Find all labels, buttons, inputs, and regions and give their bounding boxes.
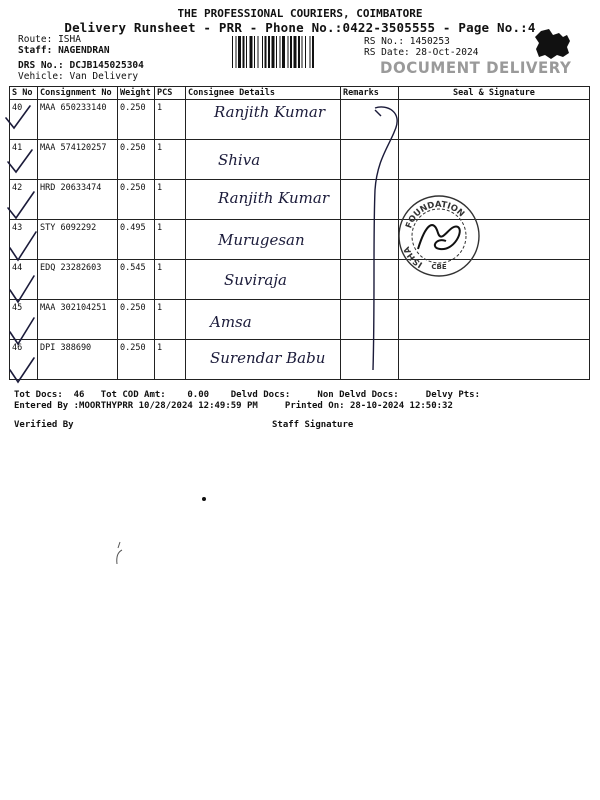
seal-left-path: ISHA — [402, 244, 425, 270]
col-remarks: Remarks — [341, 87, 399, 100]
rs-date-line — [364, 47, 478, 58]
barcode-bar — [258, 36, 259, 68]
cell-weight: 0.545 — [118, 260, 155, 300]
cell-pcs: 1 — [155, 260, 186, 300]
consignee-handwriting: Ranjith Kumar — [214, 103, 326, 121]
cell-weight: 0.250 — [118, 180, 155, 220]
cell-sno: 46 — [10, 340, 38, 380]
staff-label: Staff: — [18, 45, 53, 56]
cell-sno: 40 — [10, 100, 38, 140]
table-row — [10, 340, 590, 380]
barcode-bar — [246, 36, 247, 68]
barcode-bar — [238, 36, 241, 68]
cell-remarks — [341, 100, 399, 140]
rs-date-label: RS Date: — [364, 47, 410, 58]
cell-consignee — [186, 180, 341, 220]
cell-remarks — [341, 300, 399, 340]
cell-consignment: STY 6092292 — [38, 220, 118, 260]
cell-remarks — [341, 340, 399, 380]
barcode-bar — [243, 36, 245, 68]
staff-value: NAGENDRAN — [58, 45, 110, 56]
barcode-bar — [254, 36, 255, 68]
cell-weight: 0.250 — [118, 140, 155, 180]
route-value: ISHA — [58, 34, 81, 45]
col-consignment: Consignment No — [38, 87, 118, 100]
barcode-bar — [298, 36, 300, 68]
cell-seal — [399, 180, 590, 220]
col-sno: S No — [10, 87, 38, 100]
col-pcs: PCS — [155, 87, 186, 100]
rs-no-value: 1450253 — [409, 36, 450, 47]
cell-consignment: MAA 574120257 — [38, 140, 118, 180]
cell-consignment: MAA 302104251 — [38, 300, 118, 340]
vehicle-line — [18, 71, 138, 82]
drs-label: DRS No.: — [18, 60, 64, 71]
cell-sno: 44 — [10, 260, 38, 300]
rs-date-value: 28-Oct-2024 — [415, 47, 479, 58]
barcode-bar — [280, 36, 281, 68]
table-row — [10, 260, 590, 300]
route-line — [18, 34, 81, 45]
cell-pcs: 1 — [155, 140, 186, 180]
document-delivery-stamp: DOCUMENT DELIVERY — [380, 58, 572, 78]
cell-seal — [399, 260, 590, 300]
cell-remarks — [341, 180, 399, 220]
barcode-bar — [310, 36, 311, 68]
company-title: THE PROFESSIONAL COURIERS, COIMBATORE — [177, 7, 423, 20]
staff-signature-label: Staff Signature — [272, 420, 354, 430]
consignee-handwriting: Ranjith Kumar — [218, 189, 330, 207]
col-seal: Seal & Signature — [399, 87, 590, 100]
cell-consignee — [186, 300, 341, 340]
cell-sno: 41 — [10, 140, 38, 180]
barcode-bar — [294, 36, 297, 68]
stray-dot — [202, 497, 206, 501]
consignee-handwriting: Murugesan — [218, 231, 305, 249]
barcode-bar — [268, 36, 270, 68]
cell-sno: 45 — [10, 300, 38, 340]
cell-pcs: 1 — [155, 340, 186, 380]
cell-sno: 42 — [10, 180, 38, 220]
barcode-bar — [236, 36, 237, 68]
barcode-bar — [282, 36, 285, 68]
barcode-bar — [290, 36, 292, 68]
cell-seal — [399, 300, 590, 340]
seal-bottom-text: CBE — [431, 263, 447, 271]
barcode-bar — [272, 36, 275, 68]
consignee-handwriting: Amsa — [210, 313, 252, 331]
drs-value: DCJB145025304 — [69, 60, 144, 71]
table-row — [10, 180, 590, 220]
barcode-bar — [250, 36, 253, 68]
cell-consignee — [186, 220, 341, 260]
cell-consignment: MAA 650233140 — [38, 100, 118, 140]
runsheet-table — [9, 86, 590, 380]
table-row — [10, 140, 590, 180]
staff-line — [18, 45, 110, 56]
cell-weight: 0.250 — [118, 100, 155, 140]
stray-mark — [112, 540, 126, 566]
cell-pcs: 1 — [155, 220, 186, 260]
cell-consignee — [186, 140, 341, 180]
col-weight: Weight — [118, 87, 155, 100]
runsheet-title: Delivery Runsheet - PRR - Phone No.:0422-3505555 - Page No.:4 — [64, 20, 536, 35]
consignee-handwriting: Surendar Babu — [210, 349, 326, 367]
consignee-handwriting: Shiva — [218, 151, 261, 169]
cell-consignment: HRD 20633474 — [38, 180, 118, 220]
cell-weight: 0.250 — [118, 300, 155, 340]
barcode-bar — [288, 36, 289, 68]
col-consignee: Consignee Details — [186, 87, 341, 100]
cell-consignee — [186, 340, 341, 380]
cell-seal — [399, 340, 590, 380]
barcode-bar — [312, 36, 314, 68]
barcode-bar — [262, 36, 263, 68]
barcode-bar — [232, 36, 233, 68]
cell-seal — [399, 220, 590, 260]
cell-pcs: 1 — [155, 100, 186, 140]
cell-weight: 0.495 — [118, 220, 155, 260]
consignee-handwriting: Suviraja — [224, 271, 287, 289]
verified-by-label: Verified By — [14, 420, 74, 430]
table-row — [10, 100, 590, 140]
barcode-bar — [302, 36, 303, 68]
cell-consignment: DPI 388690 — [38, 340, 118, 380]
vehicle-label: Vehicle: — [18, 71, 64, 82]
cell-consignee — [186, 100, 341, 140]
cell-remarks — [341, 260, 399, 300]
cell-consignee — [186, 260, 341, 300]
cell-remarks — [341, 220, 399, 260]
cell-sno: 43 — [10, 220, 38, 260]
cell-pcs: 1 — [155, 300, 186, 340]
rs-no-line — [364, 36, 450, 47]
cell-seal — [399, 100, 590, 140]
barcode-bar — [265, 36, 267, 68]
rs-no-label: RS No.: — [364, 36, 405, 47]
cell-remarks — [341, 140, 399, 180]
vehicle-value: Van Delivery — [69, 71, 139, 82]
barcode-bar — [276, 36, 277, 68]
totals-line: Tot Docs: 46 Tot COD Amt: 0.00 Delvd Docs: Non Delvd Docs: Delvy Pts: — [14, 390, 480, 400]
map-logo-icon — [533, 27, 573, 61]
barcode-bar — [305, 36, 306, 68]
entered-printed-line: Entered By :MOORTHYPRR 10/28/2024 12:49:59 PM Printed On: 28-10-2024 12:50:32 — [14, 401, 453, 411]
barcode-image — [232, 36, 354, 68]
seal-top-path: FOUNDATION — [404, 199, 467, 230]
cell-pcs: 1 — [155, 180, 186, 220]
table-row — [10, 220, 590, 260]
table-header-row — [10, 87, 590, 100]
cell-consignment: EDQ 23282603 — [38, 260, 118, 300]
drs-line — [18, 60, 144, 71]
cell-weight: 0.250 — [118, 340, 155, 380]
table-row — [10, 300, 590, 340]
route-label: Route: — [18, 34, 53, 45]
cell-seal — [399, 140, 590, 180]
